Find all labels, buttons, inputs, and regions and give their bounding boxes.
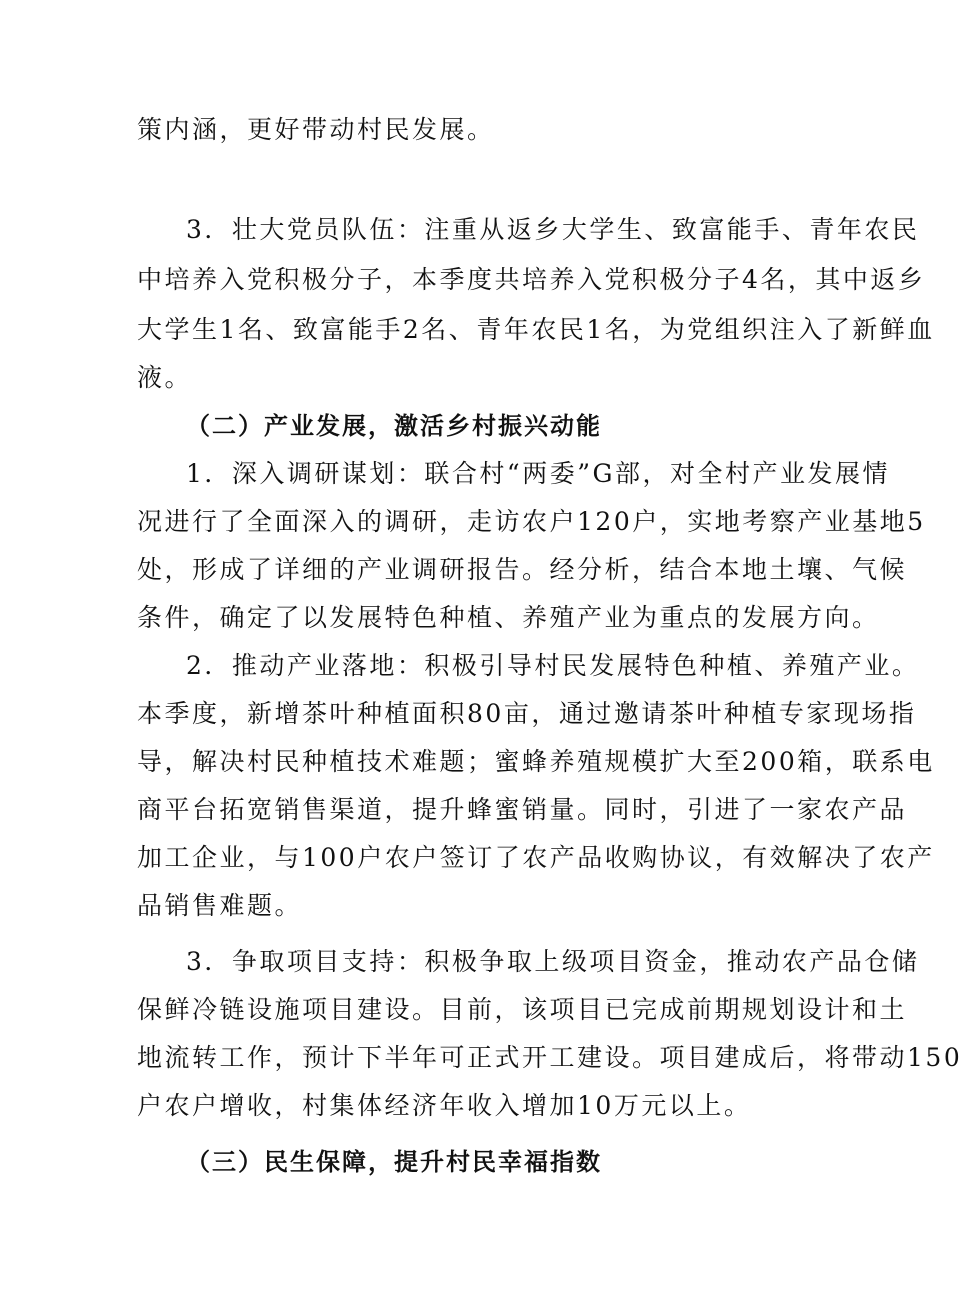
paragraph-line: 策内涵，更好带动村民发展。 xyxy=(137,115,495,144)
paragraph-line: 况进行了全面深入的调研，走访农户120户，实地考察产业基地5 xyxy=(137,507,926,536)
section-heading: （三）民生保障，提升村民幸福指数 xyxy=(186,1148,602,1176)
paragraph-line: 户农户增收，村集体经济年收入增加10万元以上。 xyxy=(137,1091,752,1120)
paragraph-line: 2．推动产业落地：积极引导村民发展特色种植、养殖产业。 xyxy=(186,651,920,680)
section-heading: （二）产业发展，激活乡村振兴动能 xyxy=(186,412,602,440)
paragraph-line: 保鲜冷链设施项目建设。目前，该项目已完成前期规划设计和土 xyxy=(137,995,908,1024)
paragraph-line: 大学生1名、致富能手2名、青年农民1名，为党组织注入了新鲜血 xyxy=(137,315,935,344)
paragraph-line: 1．深入调研谋划：联合村“两委”G部，对全村产业发展情 xyxy=(186,459,890,488)
paragraph-line: 中培养入党积极分子，本季度共培养入党积极分子4名，其中返乡 xyxy=(137,265,926,294)
paragraph-line: 条件，确定了以发展特色种植、养殖产业为重点的发展方向。 xyxy=(137,603,880,632)
paragraph-line: 加工企业，与100户农户签订了农产品收购协议，有效解决了农产 xyxy=(137,843,935,872)
paragraph-line: 液。 xyxy=(137,363,193,392)
paragraph-line: 导，解决村民种植技术难题；蜜蜂养殖规模扩大至200箱，联系电 xyxy=(137,747,935,776)
paragraph-line: 处，形成了详细的产业调研报告。经分析，结合本地土壤、气候 xyxy=(137,555,908,584)
paragraph-line: 本季度，新增茶叶种植面积80亩，通过邀请茶叶种植专家现场指 xyxy=(137,699,917,728)
paragraph-line: 品销售难题。 xyxy=(137,891,303,920)
paragraph-line: 地流转工作，预计下半年可正式开工建设。项目建成后，将带动150 xyxy=(137,1043,962,1072)
paragraph-line: 3．争取项目支持：积极争取上级项目资金，推动农产品仓储 xyxy=(186,947,920,976)
paragraph-line: 商平台拓宽销售渠道，提升蜂蜜销量。同时，引进了一家农产品 xyxy=(137,795,908,824)
paragraph-line: 3．壮大党员队伍：注重从返乡大学生、致富能手、青年农民 xyxy=(186,215,920,244)
